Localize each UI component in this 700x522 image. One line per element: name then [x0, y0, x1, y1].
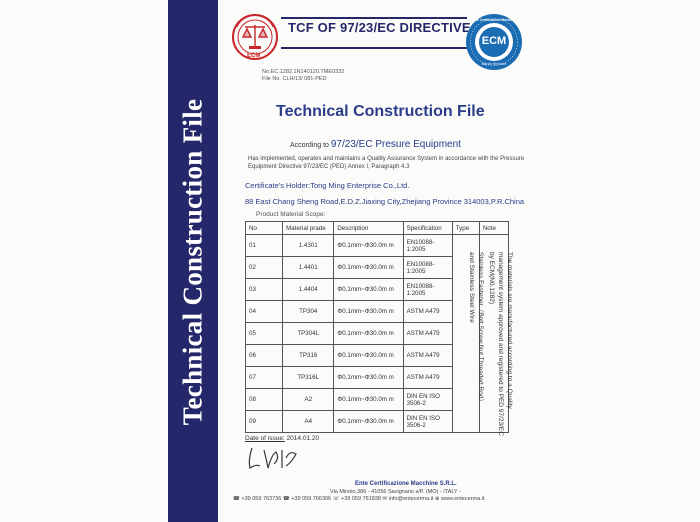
- header-title: TCF OF 97/23/EC DIRECTIVE: [288, 20, 471, 35]
- row-material: TP316: [283, 345, 334, 367]
- row-no: 02: [246, 257, 283, 279]
- row-specification: ASTM A479: [403, 345, 452, 367]
- row-description: Φ0.1mm~Φ30.0m m: [334, 323, 403, 345]
- row-description: Φ0.1mm~Φ30.0m m: [334, 235, 403, 257]
- row-no: 01: [246, 235, 283, 257]
- holder-address: 88 East Chang Sheng Road,E.D.Z.Jiaxing City,Zhejiang Province 314003,P.R.China: [245, 197, 525, 206]
- issue-label: Date of issue:: [245, 435, 285, 442]
- row-no: 05: [246, 323, 283, 345]
- footer-company: Ente Certificazione Macchine S.R.L.: [355, 481, 457, 487]
- header-specification: Specification: [403, 222, 452, 235]
- type-text: Stainless Fastener（Bolt,Screw,Nut,Threaded Rod）and Stainless Steel Wire: [468, 252, 484, 405]
- header-type: Type: [452, 222, 479, 235]
- header-no: No: [246, 222, 283, 235]
- note-text-wrap: [487, 252, 514, 444]
- row-no: 07: [246, 367, 283, 389]
- footer-contact: ☎ +39 059 763736 ☎ +39 059 766306 ☏ +39 059 761838 ✉ info@entecerma.it ⊕ www.entecerma.it: [233, 496, 485, 502]
- according-prefix: According to: [290, 142, 329, 149]
- row-material: 1.4301: [283, 235, 334, 257]
- cert-number: No.EC.1282.1N140120.TME0332: [262, 69, 345, 75]
- ecm-logo: [465, 13, 523, 76]
- according-directive: 97/23/EC Presure Equipment: [330, 139, 461, 150]
- row-material: A4: [283, 411, 334, 433]
- ecm-logo-center: ECM: [481, 35, 507, 47]
- according-line: [290, 139, 461, 150]
- file-number: File No. CLH/13/ 081-PED: [262, 76, 327, 82]
- note-text: The materials are manufactured according to a Quality management system approved and registered to PED 97/23/EC by ECM(N0.1282): [488, 252, 513, 436]
- seal-caption: ECM: [247, 53, 261, 59]
- type-text-wrap: [467, 252, 485, 412]
- row-no: 09: [246, 411, 283, 433]
- header-note: Note: [479, 222, 508, 235]
- row-specification: EN10088-1:2005: [403, 235, 452, 257]
- row-specification: EN10088-1:2005: [403, 279, 452, 301]
- row-description: Φ0.1mm~Φ30.0m m: [334, 411, 403, 433]
- row-material: TP304L: [283, 323, 334, 345]
- ecm-logo-ring-bottom: Italy for the future: [481, 62, 507, 66]
- row-material: TP316L: [283, 367, 334, 389]
- qa-paragraph: Has implemented, operates and maintains a Quality Assurance System in accordance with the Pressure Equipment Directive 97/23/EC (PED) Annex I, Paragraph 4.3: [248, 156, 525, 170]
- row-specification: ASTM A479: [403, 323, 452, 345]
- row-description: Φ0.1mm~Φ30.0m m: [334, 257, 403, 279]
- ecm-logo-ring-top: Ente Certificazione Macchine: [471, 18, 517, 22]
- issue-date: 2014.01.20: [286, 435, 320, 442]
- row-specification: ASTM A479: [403, 301, 452, 323]
- row-no: 04: [246, 301, 283, 323]
- header-material: Material prade: [283, 222, 334, 235]
- row-material: 1.4401: [283, 257, 334, 279]
- document-title: Technical Construction File: [276, 103, 485, 120]
- row-no: 06: [246, 345, 283, 367]
- row-description: Φ0.1mm~Φ30.0m m: [334, 345, 403, 367]
- row-specification: DIN EN ISO 3506-2: [403, 389, 452, 411]
- seal-logo: [231, 13, 279, 70]
- row-specification: DIN EN ISO 3506-2: [403, 411, 452, 433]
- row-description: Φ0.1mm~Φ30.0m m: [334, 279, 403, 301]
- issue-line: [245, 435, 319, 442]
- row-description: Φ0.1mm~Φ30.0m m: [334, 367, 403, 389]
- row-specification: ASTM A479: [403, 367, 452, 389]
- row-description: Φ0.1mm~Φ30.0m m: [334, 389, 403, 411]
- row-no: 03: [246, 279, 283, 301]
- signature: [246, 444, 306, 477]
- table-header-row: [246, 222, 509, 235]
- certificate-holder: Certificate's Holder:Tong Ming Enterprise Co.,Ltd.: [245, 181, 410, 190]
- header-description: Description: [334, 222, 403, 235]
- footer-address: Via Minoio,386 - 41056 Savignano s/P. (MO) - ITALY -: [330, 489, 461, 495]
- row-material: TP304: [283, 301, 334, 323]
- row-material: 1.4404: [283, 279, 334, 301]
- scope-label: Product Material Scope:: [256, 211, 326, 218]
- row-no: 08: [246, 389, 283, 411]
- side-band-title: Technical Construction File: [177, 98, 208, 426]
- row-material: A2: [283, 389, 334, 411]
- row-specification: EN10088-1:2005: [403, 257, 452, 279]
- row-description: Φ0.1mm~Φ30.0m m: [334, 301, 403, 323]
